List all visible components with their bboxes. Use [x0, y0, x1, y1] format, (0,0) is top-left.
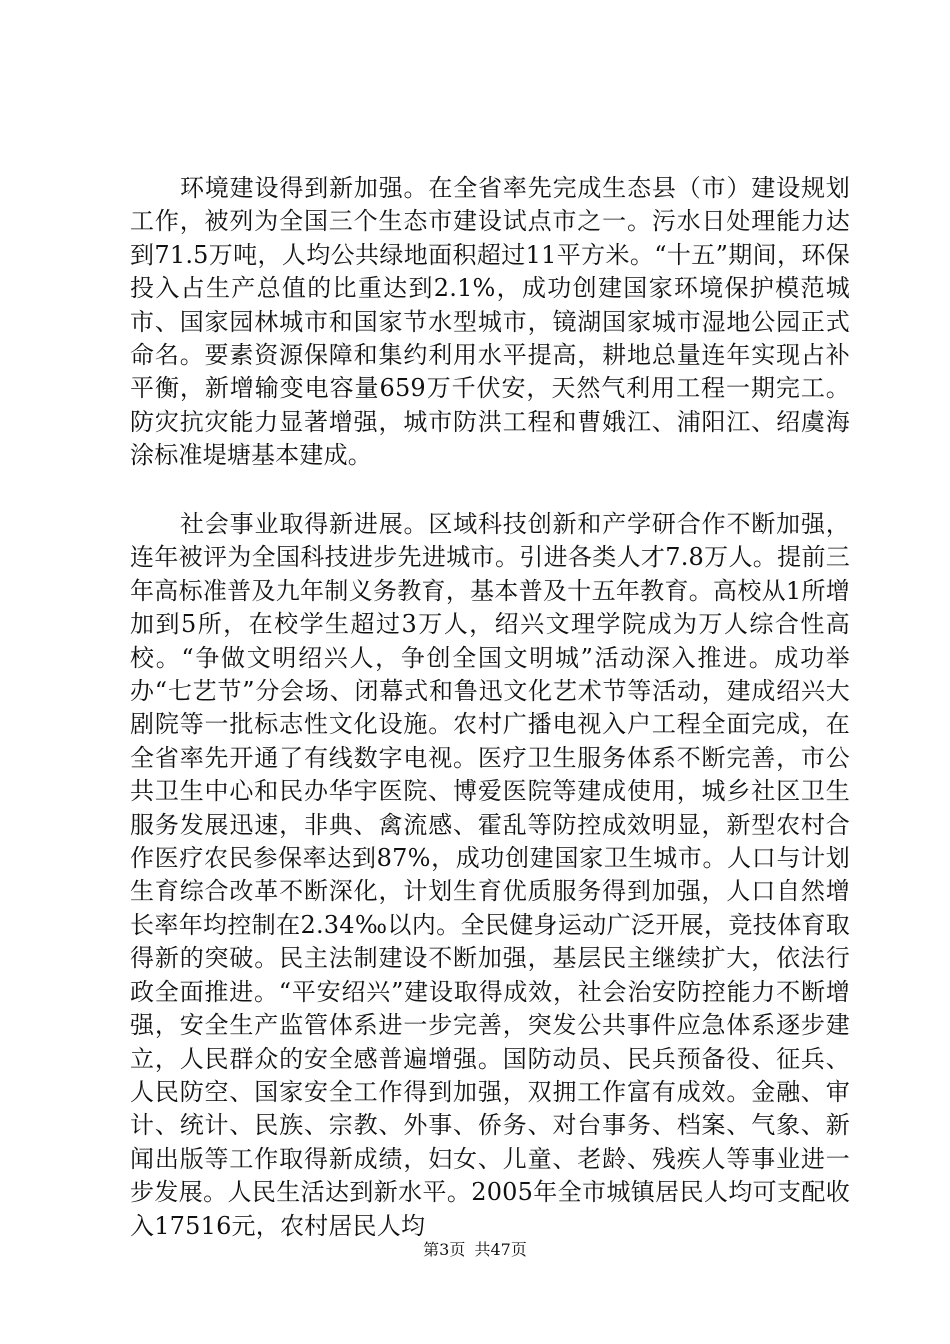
paragraph-social-affairs: 社会事业取得新进展。区域科技创新和产学研合作不断加强，连年被评为全国科技进步先进城市。引进各类人才7.8万人。提前三年高标准普及九年制义务教育，基本普及十五年教育。高校从1所增加到5所，在校学生超过3万人，绍兴文理学院成为万人综合性高校。“争做文明绍兴人，争创全国文明城”活动深入推进。成功举办“七艺节”分会场、闭幕式和鲁迅文化艺术节等活动，建成绍兴大剧院等一批标志性文化设施。农村广播电视入户工程全面完成，在全省率先开通了有线数字电视。医疗卫生服务体系不断完善，市公共卫生中心和民办华宇医院、博爱医院等建成使用，城乡社区卫生服务发展迅速，非典、禽流感、霍乱等防控成效明显，新型农村合作医疗农民参保率达到87%，成功创建国家卫生城市。人口与计划生育综合改革不断深化，计划生育优质服务得到加强，人口自然增长率年均控制在2.34‰以内。全民健身运动广泛开展，竞技体育取得新的突破。民主法制建设不断加强，基层民主继续扩大，依法行政全面推进。“平安绍兴”建设取得成效，社会治安防控能力不断增强，安全生产监管体系进一步完善，突发公共事件应急体系逐步建立，人民群众的安全感普遍增强。国防动员、民兵预备役、征兵、人民防空、国家安全工作得到加强，双拥工作富有成效。金融、审计、统计、民族、宗教、外事、侨务、对台事务、档案、气象、新闻出版等工作取得新成绩，妇女、儿童、老龄、残疾人等事业进一步发展。人民生活达到新水平。2005年全市城镇居民人均可支配收入17516元，农村居民人均: [130, 510, 850, 1240]
total-pages: 共47页: [474, 1240, 527, 1259]
page-footer: [0, 1240, 950, 1260]
paragraph-environment: 环境建设得到新加强。在全省率先完成生态县（市）建设规划工作，被列为全国三个生态市建设试点市之一。污水日处理能力达到71.5万吨，人均公共绿地面积超过11平方米。“十五”期间，环保投入占生产总值的比重达到2.1%，成功创建国家环境保护模范城市、国家园林城市和国家节水型城市，镜湖国家城市湿地公园正式命名。要素资源保障和集约利用水平提高，耕地总量连年实现占补平衡，新增输变电容量659万千伏安，天然气利用工程一期完工。防灾抗灾能力显著增强，城市防洪工程和曹娥江、浦阳江、绍虞海涂标准堤塘基本建成。: [130, 174, 850, 470]
page-number: 第3页: [423, 1240, 466, 1259]
